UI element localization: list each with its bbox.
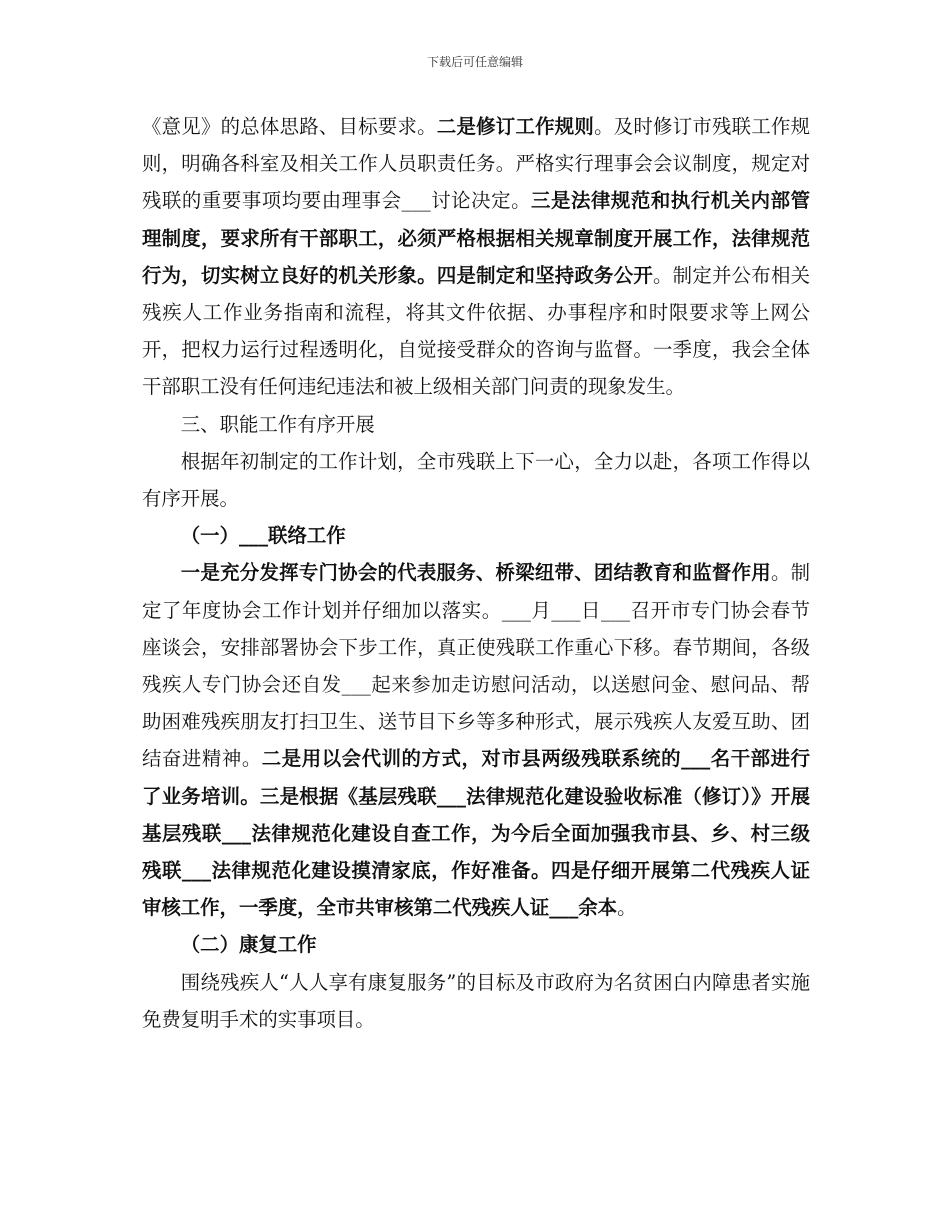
paragraph	[142, 443, 810, 517]
bold-text-run: 一是充分发挥专门协会的代表服务、桥梁纽带、团结教育和监督作用	[180, 561, 771, 585]
bold-text-run: 二是用以会代训的方式，对市县两级残联系统的___名干部进行了业务培训。三是根据《基层残联___法律规范化建设验收标准（修订）》开展基层残联___法律规范化建设自查工作，为今后全面加强我市县、乡、村三级残联___法律规范化建设摸清家底，作好准备。四是仔细开展第二代残疾人证审核工作，一季度，全市共审核第二代残疾人证___余本	[142, 747, 810, 920]
bold-text-run: （一）___联络工作	[180, 524, 346, 548]
paragraph	[142, 926, 810, 963]
paragraph	[142, 108, 810, 406]
text-run: 。	[617, 896, 637, 920]
document-body	[142, 108, 810, 1038]
text-run: 。及时修订市残联工作规则，明确各科室及相关工作人员职责任务。严格实行理事会会议制度，规定对残联的重要事项均要由理事会___讨论决定。	[142, 115, 811, 213]
text-run: 。制定了年度协会工作计划并仔细加以落实。___月___日___召开市专门协会春节座谈会，安排部署协会下步工作，真正使残联工作重心下移。春节期间，各级残疾人专门协会还自发___起来参加走访慰问活动，以送慰问金、慰问品、帮助困难残疾朋友打扫卫生、送节目下乡等多种形式，展示残疾人友爱互助、团结奋进精神。	[142, 561, 810, 771]
paragraph	[142, 517, 810, 554]
paragraph	[142, 964, 810, 1038]
text-run: 三、职能工作有序开展	[180, 412, 375, 436]
text-run: 围绕残疾人“人人享有康复服务”的目标及市政府为名贫困白内障患者实施免费复明手术的实事项目。	[142, 970, 810, 1031]
paragraph	[142, 554, 810, 926]
text-run: 《意见》的总体思路、目标要求。	[142, 115, 437, 138]
paragraph	[142, 406, 810, 443]
bold-text-run: 二是修订工作规则	[436, 115, 595, 138]
text-run: 。制定并公布相关残疾人工作业务指南和流程，将其文件依据、办事程序和时限要求等上网公开，把权力运行过程透明化，自觉接受群众的咨询与监督。一季度，我会全体干部职工没有任何违纪违法和被上级相关部门问责的现象发生。	[142, 263, 811, 399]
bold-text-run: 三是法律规范和执行机关内部管理制度，要求所有干部职工，必须严格根据相关规章制度开展工作，法律规范行为，切实树立良好的机关形象。四是制定和坚持政务公开	[142, 189, 810, 287]
text-run: 根据年初制定的工作计划，全市残联上下一心，全力以赴，各项工作得以有序开展。	[142, 449, 810, 511]
bold-text-run: （二）康复工作	[180, 933, 317, 957]
page-header-note: 下载后可任意编辑	[426, 55, 523, 69]
